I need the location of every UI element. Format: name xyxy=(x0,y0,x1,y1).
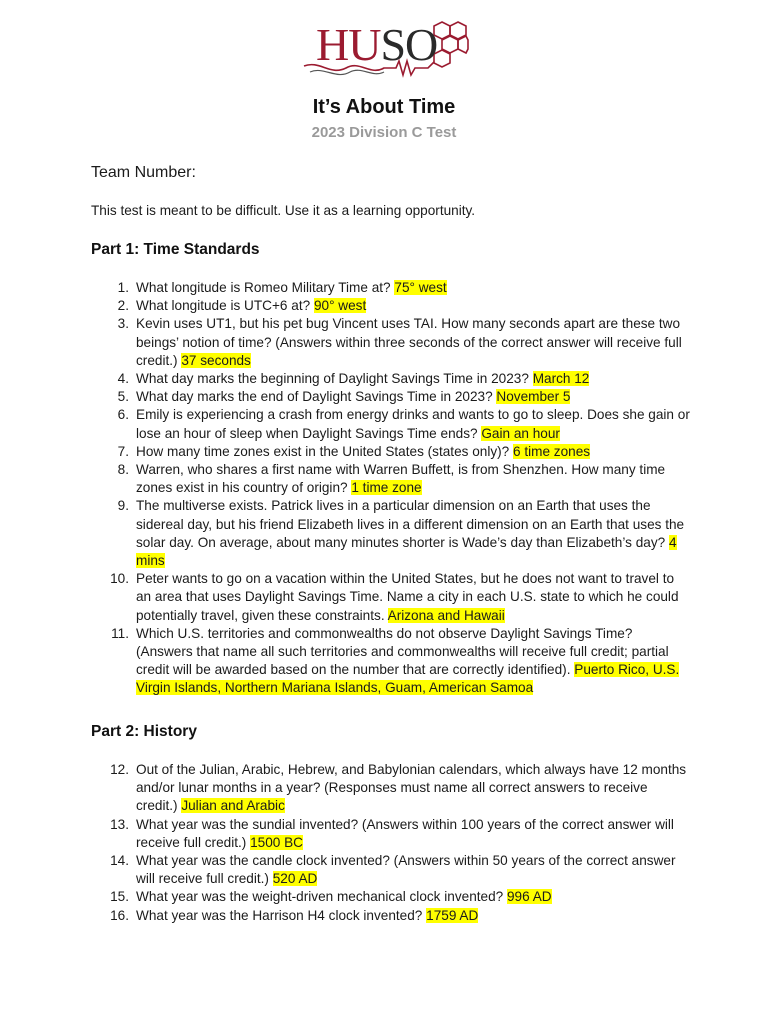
answer-highlight: Gain an hour xyxy=(481,425,560,441)
answer-highlight: November 5 xyxy=(496,389,571,405)
question-item xyxy=(91,907,691,925)
answer-highlight: 1500 BC xyxy=(250,834,303,850)
question-number: 16. xyxy=(110,907,129,923)
part2-heading: Part 2: History xyxy=(91,723,197,740)
question-number: 12. xyxy=(110,762,129,777)
question-text: Which U.S. territories and commonwealths do not observe Daylight Savings Time? (Answers that name all such territories and commonwealths will receive full credit; partial credit will be awarded based on the number that are correctly identified). xyxy=(136,625,669,678)
question-text: Peter wants to go on a vacation within the United States, but he does not want to travel to an area that uses Daylight Savings Time. Name a city in each U.S. state to which he could potentially travel, given these constraints. xyxy=(136,571,679,623)
answer-highlight: 4 mins xyxy=(136,534,677,569)
question-number: 15. xyxy=(110,889,129,905)
answer-highlight: 37 seconds xyxy=(181,352,251,368)
answer-highlight: 6 time zones xyxy=(513,443,591,459)
team-number-label: Team Number: xyxy=(91,164,196,181)
question-number: 10. xyxy=(110,571,129,587)
page-subtitle: 2023 Division C Test xyxy=(311,124,457,141)
intro-text: This test is meant to be difficult. Use it as a learning opportunity. xyxy=(91,203,476,218)
question-item xyxy=(91,443,691,461)
part2-question-list xyxy=(91,761,691,925)
question-text: What year was the sundial invented? (Answers within 100 years of the correct answer will receive full credit.) xyxy=(136,816,674,850)
question-number: 1. xyxy=(117,280,129,295)
answer-highlight: 1759 AD xyxy=(426,907,479,923)
part1-heading: Part 1: Time Standards xyxy=(91,241,260,258)
question-text: What day marks the beginning of Daylight Savings Time in 2023? xyxy=(136,371,533,387)
answer-highlight: 90° west xyxy=(313,298,367,314)
question-number: 13. xyxy=(110,816,129,832)
question-item xyxy=(91,388,691,406)
question-item xyxy=(91,406,691,442)
question-number: 7. xyxy=(117,443,129,459)
question-text: Emily is experiencing a crash from energy drinks and wants to go to sleep. Does she gain or lose an hour of sleep when Daylight Savings Time ends? xyxy=(136,407,690,441)
answer-highlight: 1 time zone xyxy=(351,480,422,496)
answer-highlight: 75° west xyxy=(394,280,447,295)
question-text: What day marks the end of Daylight Savings Time in 2023? xyxy=(136,389,497,405)
question-item xyxy=(91,497,691,570)
question-item xyxy=(91,888,691,906)
question-number: 9. xyxy=(117,498,129,514)
question-text: What longitude is Romeo Military Time at? xyxy=(136,280,395,295)
answer-highlight: Arizona and Hawaii xyxy=(387,607,505,623)
question-text: What year was the weight-driven mechanical clock invented? xyxy=(136,889,507,905)
question-text: How many time zones exist in the United States (states only)? xyxy=(136,443,514,459)
question-item xyxy=(91,461,691,497)
question-number: 2. xyxy=(117,298,129,314)
page-title: It’s About Time xyxy=(312,96,456,118)
answer-highlight: 996 AD xyxy=(507,889,552,905)
question-number: 4. xyxy=(117,371,129,387)
question-item xyxy=(91,315,691,370)
question-item xyxy=(91,297,691,315)
question-item xyxy=(91,761,691,816)
part1-question-list xyxy=(91,279,691,698)
question-text: The multiverse exists. Patrick lives in a particular dimension on an Earth that uses the sidereal day, but his friend Elizabeth lives in a different dimension on an Earth that uses the solar day. On average, about many minutes shorter is Wade’s day than Elizabeth’s day? xyxy=(136,498,685,550)
question-number: 3. xyxy=(117,316,129,332)
question-item xyxy=(91,370,691,388)
answer-highlight: 520 AD xyxy=(272,871,318,887)
huso-logo xyxy=(300,14,470,86)
question-number: 11. xyxy=(111,625,129,641)
question-item xyxy=(91,570,691,625)
question-text: What longitude is UTC+6 at? xyxy=(136,298,314,314)
question-text: Warren, who shares a first name with Warren Buffett, is from Shenzhen. How many time zones exist in his country of origin? xyxy=(136,462,666,496)
question-item xyxy=(91,816,691,852)
question-number: 8. xyxy=(117,462,129,478)
question-number: 14. xyxy=(110,853,129,869)
answer-highlight: March 12 xyxy=(532,371,590,387)
question-number: 5. xyxy=(117,389,129,405)
question-text: What year was the candle clock invented? (Answers within 50 years of the correct answer will receive full credit.) xyxy=(136,853,676,887)
question-text: Out of the Julian, Arabic, Hebrew, and Babylonian calendars, which always have 12 months and/or lunar months in a year? (Responses must name all correct answers to receive credit.) xyxy=(136,762,687,814)
answer-highlight: Puerto Rico, U.S. Virgin Islands, Northern Mariana Islands, Guam, American Samoa xyxy=(136,662,680,696)
question-item xyxy=(91,279,691,297)
question-number: 6. xyxy=(117,407,129,423)
question-item xyxy=(91,625,691,698)
question-text: What year was the Harrison H4 clock invented? xyxy=(136,907,427,923)
logo-wordmark: HUSO xyxy=(316,19,438,70)
question-item xyxy=(91,852,691,888)
question-text: Kevin uses UT1, but his pet bug Vincent uses TAI. How many seconds apart are these two beings’ notion of time? (Answers within three seconds of the correct answer will receive full credit.) xyxy=(136,316,682,368)
answer-highlight: Julian and Arabic xyxy=(181,798,285,814)
